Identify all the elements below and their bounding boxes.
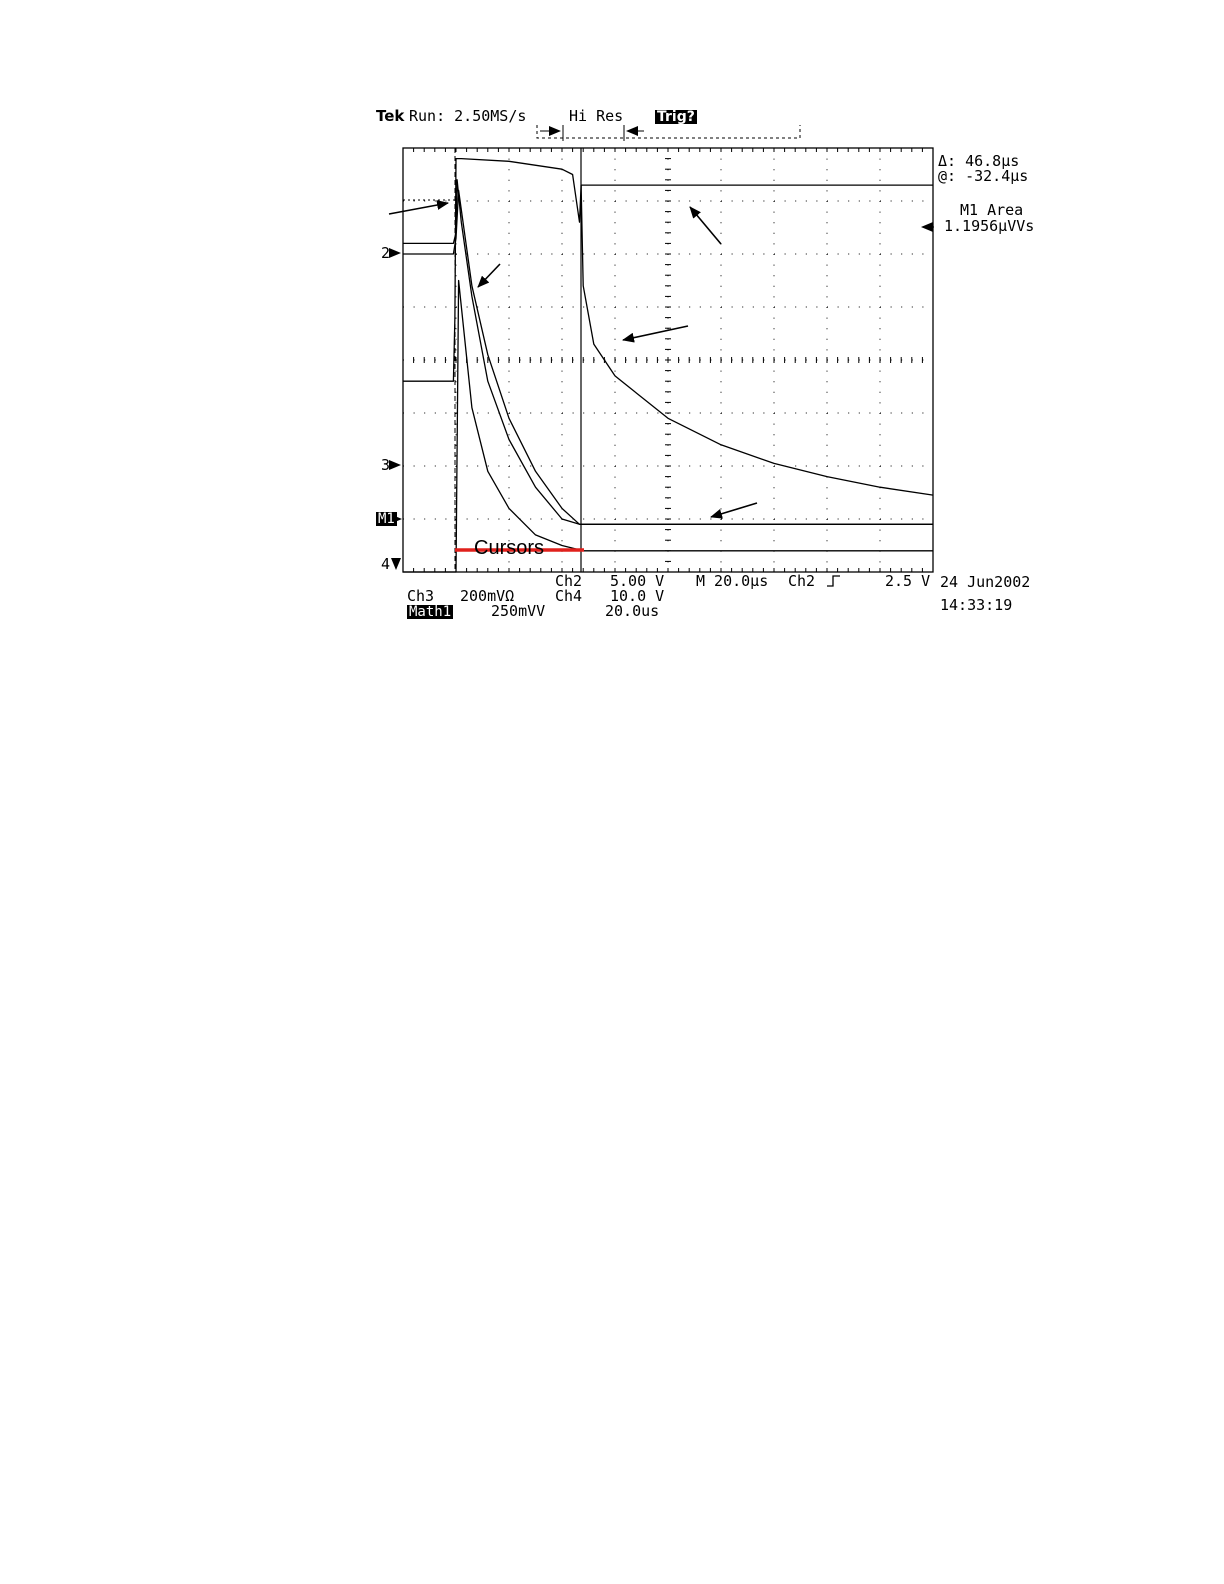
- ch2-marker: 2: [381, 244, 391, 262]
- m1-area-value: 1.1956μVVs: [944, 217, 1035, 235]
- ch3-scale: 200mVΩ: [460, 587, 515, 605]
- annotation-arrow-3: [690, 207, 721, 244]
- math-time: 20.0us: [605, 602, 660, 620]
- trigger-window-bracket: [537, 125, 800, 141]
- capture-date: 24 Jun2002: [940, 573, 1031, 591]
- math-label: Math1: [409, 604, 452, 620]
- annotation-arrow-2: [478, 264, 500, 287]
- waveform-trace-1: [403, 159, 933, 382]
- trigger-source: Ch2: [788, 572, 816, 590]
- ch4-marker: 4: [381, 555, 391, 573]
- run-status: Run: 2.50MS/s: [409, 107, 527, 125]
- ch3-label: Ch3: [407, 587, 435, 605]
- annotation-arrow-5: [711, 503, 757, 517]
- ch2-scale: 5.00 V: [610, 572, 665, 590]
- trigger-status: Trig?: [657, 109, 695, 125]
- graticule-grid: [403, 148, 933, 572]
- ch2-label: Ch2: [555, 572, 583, 590]
- capture-time: 14:33:19: [940, 596, 1013, 614]
- annotation-arrow-4: [623, 326, 688, 340]
- brand-label: Tek: [376, 107, 405, 125]
- waveform-trace-5: [581, 185, 933, 495]
- acquisition-mode: Hi Res: [569, 107, 624, 125]
- ch4-scale: 10.0 V: [610, 587, 665, 605]
- waveform-trace-2: [403, 180, 933, 525]
- math-scale: 250mVV: [491, 602, 546, 620]
- cursors-annotation: Cursors: [474, 537, 545, 559]
- ch3-marker: 3: [381, 456, 391, 474]
- m1-area-label: M1 Area: [960, 201, 1024, 219]
- annotation-arrow-1: [389, 203, 448, 214]
- m1-marker: M1: [378, 511, 395, 527]
- timebase: M 20.0μs: [696, 572, 769, 590]
- ch4-label: Ch4: [555, 587, 583, 605]
- cursor-delta-readout: Δ: 46.8μs: [938, 152, 1020, 170]
- waveform-traces: [403, 159, 933, 572]
- cursor-position-readout: @: -32.4μs: [938, 167, 1029, 185]
- rising-edge-icon: [826, 574, 842, 588]
- trigger-level: 2.5 V: [885, 572, 931, 590]
- waveform-trace-4: [403, 281, 933, 573]
